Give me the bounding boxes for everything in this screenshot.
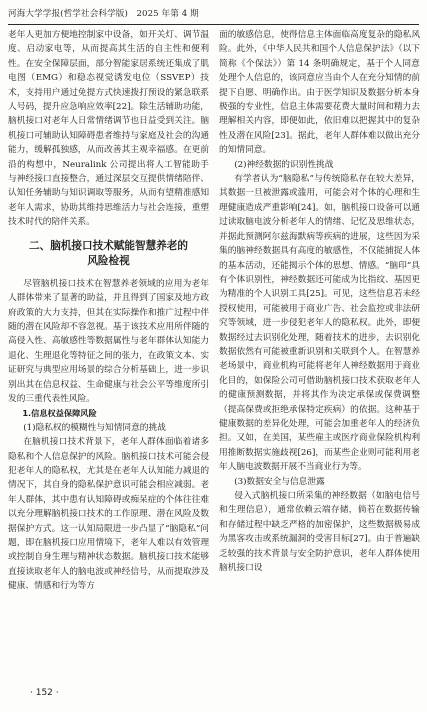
right-paragraph-3: 侵入式脑机接口所采集的神经数据（如脑电信号和生理信息），通常依赖云端存储，倘若在数据传输和存储过程中缺乏严格的加密保护，这些数据极易成为黑客攻击或系统漏洞的受害目标[27]。由于普遍缺乏较强的技术背景与安全防护意识，老年人群体使用脑机接口设 <box>219 491 420 574</box>
left-paragraph-1: 老年人更加方便地控制家中设备，如开关灯、调节温度、启动家电等，从而提高其生活的自主性和便利性。在安全保障层面，部分智能家居系统还集成了肌电图（EMG）和稳态视觉诱发电位（SSVEP）技术，支持用户通过免提方式快速拨打预设的紧急联系人号码，提升应急响应效率[22]。除生活辅助功能，脑机接口对老年人日常情绪调节也日益受到关注。脑机接口可辅助认知障碍患者维持与家庭及社会的沟通能力，缓解孤独感，从而改善其主观幸福感。在更前沿的构想中，Neuralink 公司提出将人工智能助手与神经接口直接整合，通过深层交互提供情绪陪伴、认知任务辅助与知识调取等服务，从而有望精准感知老年人需求，协助其维持思维活力与社会连接，重塑技术时代的陪伴关系。 <box>8 30 209 228</box>
subsubsection-title-1-3: (3)数据安全与信息泄露 <box>234 476 325 487</box>
issue-label: 2025 年第 4 期 <box>136 9 199 19</box>
left-paragraph-2: 尽管脑机接口技术在智慧养老领域的应用为老年人群体带来了显著的助益，并且得到了国家及地方政府政策的大力支持，但其在实际操作和推广过程中伴随的潜在风险却不容忽视。基于该技术应用所伴随的高侵入性、高敏感性等数据属性与老年群体认知能力退化、生理退化等特征之间的张力，在政策文本、实证研究与典型应用场景的综合分析基础上，进一步识别出其在信息权益、生命健康与社会公平等维度所引发的三重代表性风险。 <box>8 278 209 404</box>
subsubsection-title-1-1: (1)隐私权的模糊性与知情同意的挑战 <box>23 422 166 433</box>
page-number: · 152 · <box>30 688 59 698</box>
left-paragraph-3: 在脑机接口技术背景下，老年人群体面临着诸多隐私和个人信息保护的风险。脑机接口技术可能会侵犯老年人的隐私权，尤其是在老年人认知能力减退的情况下，其自身的隐私保护意识可能会相应减弱。老年人群体，其中患有认知障碍或痴呆症的个体往往难以充分理解脑机接口技术的工作原理、潜在风险及数据保护方式。这一认知局限进一步凸显了“脑隐私”问题，即在脑机接口应用情境下，老年人难以有效管理或控制自身生理与精神状态数据。脑机接口技术能够直接读取老年人的脑电波或神经信号，从而提取涉及健康、情感和行为等方 <box>8 437 209 592</box>
section-title-line-2: 风险检视 <box>87 254 130 267</box>
left-column <box>8 28 209 678</box>
right-column <box>219 28 420 678</box>
section-title-line-1: 二、脑机接口技术赋能智慧养老的 <box>29 239 188 252</box>
running-header <box>8 6 223 22</box>
section-title <box>8 239 209 269</box>
right-paragraph-2: 有学者认为“脑隐私”与传统隐私存在较大差异，其数据一旦被泄露或滥用，可能会对个体的心理和生理健康造成严重影响[24]。如，脑机接口设备可以通过读取脑电波分析老年人的情绪、记忆及思维状态，并据此预测阿尔兹海默病等疾病的进展，这些因为采集的脑神经数据具有高度的敏感性，不仅能捕捉人体的基本活动，还能揭示个体的思想、情感。“脑印”具有个体识别性，神经数据还可能成为比指纹、基因更为精准的个人识别工具[25]。可见，这些信息若未经授权使用，可能被用于商业广告、社会监控或非法研究等领域，进一步侵犯老年人的隐私权。此外，即便数据经过去识别化处理，随着技术的进步，去识别化数据依然有可能被重新识别和关联到个人。在智慧养老场景中，商业机构可能将老年人神经数据用于商业化目的，如保险公司可借助脑机接口技术获取老年人的健康预测数据，并将其作为决定承保或保费调整（提高保费或拒绝承保特定疾病）的依据。这种基于健康数据的差异化处理，可能会加重老年人的经济负担。又如，在美国，某些雇主或医疗商业保险机构利用推断数据实施歧视[26]，而某些企业则可能利用老年人脑电波数据开展不当商业行为等。 <box>219 174 420 473</box>
header-rule <box>8 24 419 25</box>
right-paragraph-1: 面的敏感信息，使得信息主体面临高度复杂的隐私风险。此外，《中华人民共和国个人信息保护法》（以下简称《个保法》）第 14 条明确规定，基于个人同意处理个人信息的，该同意应当由个人在充分知情的前提下自愿、明确作出。由于医学知识及数据分析本身极强的专业性，信息主体需要花费大量时间和精力去理解相关内容，即便如此，依旧难以把握其中的复杂性及潜在风险[23]。据此，老年人群体难以做出充分的知情同意。 <box>219 30 420 156</box>
subsection-title-1: 1.信息权益保障风险 <box>22 408 97 419</box>
journal-name: 河海大学学报(哲学社会科学版) <box>8 9 128 19</box>
subsubsection-title-1-2: (2)神经数据的识别性挑战 <box>234 159 334 170</box>
